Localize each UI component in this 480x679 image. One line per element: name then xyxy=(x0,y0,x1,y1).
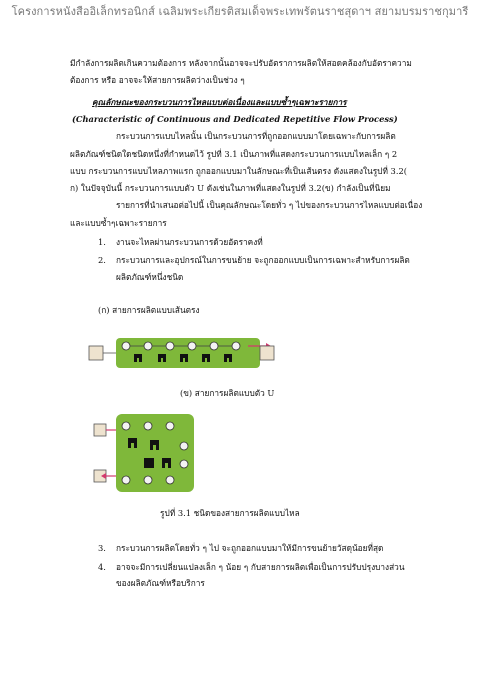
diagram-a-label: (ก) สายการผลิตแบบเส้นตรง xyxy=(98,305,200,315)
paragraph-2-line-4: ก) ในปัจจุบันนี้ กระบวนการแบบตัว U ดังเช่นในภาพที่แสดงในรูปที่ 3.2(ข) กำลังเป็นที่นิยม xyxy=(70,183,391,193)
output-box xyxy=(260,346,274,360)
straight-line-diagram xyxy=(88,336,278,370)
list-item-3-number: 3. xyxy=(98,543,106,553)
page-header: โครงการหนังสืออิเล็กทรอนิกส์ เฉลิมพระเกียรติสมเด็จพระเทพรัตนราชสุดาฯ สยามบรมราชกุมารี xyxy=(11,5,469,18)
list-item-4-number: 4. xyxy=(98,562,106,572)
section-title-english: (Characteristic of Continuous and Dedicated Repetitive Flow Process) xyxy=(72,114,398,124)
paragraph-3-line-1: รายการที่นำเสนอต่อไปนี้ เป็นคุณลักษณะโดยทั่ว ๆ ไปของกระบวนการไหลแบบต่อเนื่อง xyxy=(116,200,423,210)
figure-caption: รูปที่ 3.1 ชนิดของสายการผลิตแบบไหล xyxy=(160,508,300,518)
list-item-2-number: 2. xyxy=(98,255,106,265)
paragraph-2-line-3: แบบ กระบวนการแบบไหลภาพแรก ถูกออกแบบมาในลักษณะที่เป็นเส้นตรง ดังแสดงในรูปที่ 3.2( xyxy=(70,166,407,176)
list-item-1-number: 1. xyxy=(98,237,106,247)
paragraph-3-line-2: และแบบซ้ำๆเฉพาะรายการ xyxy=(70,218,167,228)
paragraph-1-line-2: ต้องการ หรือ อาจจะให้สายการผลิตว่างเป็นช่วง ๆ xyxy=(70,75,245,85)
list-item-4-text: อาจจะมีการเปลี่ยนแปลงเล็ก ๆ น้อย ๆ กับสายการผลิตเพื่อเป็นการปรับปรุงบางส่วน xyxy=(116,562,405,572)
input-box xyxy=(89,346,103,360)
paragraph-2-line-2: ผลิตภัณฑ์ชนิดใดชนิดหนึ่งที่กำหนดไว้ รูปที่ 3.1 เป็นภาพที่แสดงกระบวนการแบบไหลเล็ก ๆ 2 xyxy=(70,149,398,159)
section-title-thai: คุณลักษณะของกระบวนการไหลแบบต่อเนื่องและแบบซ้ำๆเฉพาะรายการ xyxy=(92,97,347,107)
list-item-3-text: กระบวนการผลิตโดยทั่ว ๆ ไป จะถูกออกแบบมาให้มีการขนย้ายวัสดุน้อยที่สุด xyxy=(116,543,384,553)
paragraph-1-line-1: มีกำลังการผลิตเกินความต้องการ หลังจากนั้นอาจจะปรับอัตราการผลิตให้สอดคล้องกับอัตราความ xyxy=(70,58,412,68)
list-item-2-continuation: ผลิตภัณฑ์หนึ่งชนิด xyxy=(116,272,184,282)
u-shaped-line-diagram xyxy=(92,412,196,494)
diagram-b-label: (ข) สายการผลิตแบบตัว U xyxy=(180,388,275,398)
list-item-2-text: กระบวนการและอุปกรณ์ในการขนย้าย จะถูกออกแบบเป็นการเฉพาะสำหรับการผลิต xyxy=(116,255,410,265)
input-box xyxy=(94,424,106,436)
list-item-4-continuation: ของผลิตภัณฑ์หรือบริการ xyxy=(116,578,205,588)
list-item-1-text: งานจะไหลผ่านกระบวนการด้วยอัตราคงที่ xyxy=(116,237,263,247)
paragraph-2-line-1: กระบวนการแบบไหลนั้น เป็นกระบวนการที่ถูกออกแบบมาโดยเฉพาะกับการผลิต xyxy=(116,131,396,141)
